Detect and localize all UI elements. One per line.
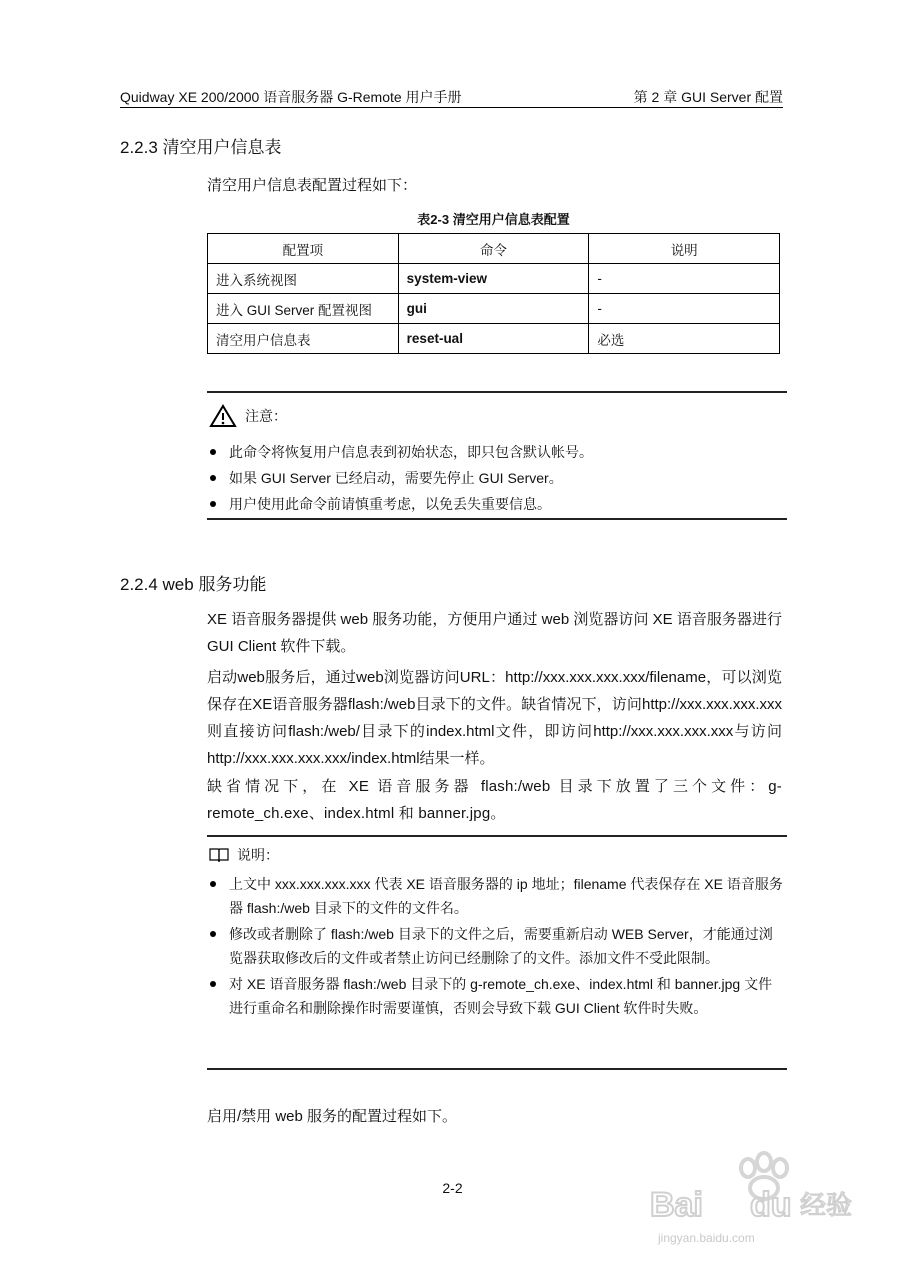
table-row [208, 324, 780, 354]
warning-triangle-icon [209, 404, 237, 428]
caution-top-rule [207, 391, 787, 393]
table-header-cell: 配置项 [208, 234, 399, 264]
table-cell-command: gui [398, 294, 589, 324]
list-item: 修改或者删除了 flash:/web 目录下的文件之后，需要重新启动 WEB Server，才能通过浏览器获取修改后的文件或者禁止访问已经删除了的文件。添加文件不受此限制。 [207, 922, 784, 970]
svg-text:du: du [750, 1186, 792, 1224]
caution-title: 注意： [245, 408, 287, 424]
header-divider [120, 107, 783, 108]
svg-text:Bai: Bai [650, 1186, 703, 1224]
table-caption: 表2-3 清空用户信息表配置 [417, 212, 570, 227]
table-row [208, 264, 780, 294]
list-item: 如果 GUI Server 已经启动，需要先停止 GUI Server。 [207, 465, 787, 491]
section-title-clear-user-table: 2.2.3 清空用户信息表 [120, 138, 282, 157]
caution-bottom-rule [207, 518, 787, 520]
table-cell-note: 必选 [589, 324, 780, 354]
book-icon [209, 847, 229, 863]
list-item: 对 XE 语音服务器 flash:/web 目录下的 g-remote_ch.exe、index.html 和 banner.jpg 文件进行重命名和删除操作时需要谨慎，否则会导致下载 GUI Client 软件时失败。 [207, 972, 784, 1020]
baidu-watermark [640, 1148, 870, 1258]
list-item: 上文中 xxx.xxx.xxx.xxx 代表 XE 语音服务器的 ip 地址；filename 代表保存在 XE 语音服务器 flash:/web 目录下的文件的文件名。 [207, 872, 784, 920]
running-header-title: Quidway XE 200/2000 语音服务器 G-Remote 用户手册 [120, 89, 462, 105]
desc-list [207, 872, 784, 1022]
paragraph: XE 语音服务器提供 web 服务功能，方便用户通过 web 浏览器访问 XE 语音服务器进行 GUI Client 软件下载。 [207, 611, 782, 655]
section-intro: 清空用户信息表配置过程如下： [207, 177, 418, 194]
caution-list [207, 439, 787, 517]
table-cell-item: 进入 GUI Server 配置视图 [208, 294, 399, 324]
desc-title: 说明： [237, 847, 279, 863]
table-cell-note: - [589, 264, 780, 294]
list-item: 此命令将恢复用户信息表到初始状态，即只包含默认帐号。 [207, 439, 787, 465]
caution-heading [209, 404, 287, 428]
table-cell-item: 清空用户信息表 [208, 324, 399, 354]
page-number: 2-2 [442, 1180, 463, 1196]
table-header-cell: 命令 [398, 234, 589, 264]
desc-top-rule [207, 835, 787, 837]
section-title-web-service: 2.2.4 web 服务功能 [120, 575, 267, 594]
config-table [207, 233, 780, 354]
table-row [208, 294, 780, 324]
closing-paragraph: 启用/禁用 web 服务的配置过程如下。 [207, 1108, 458, 1125]
desc-heading [209, 845, 279, 865]
table-cell-command: system-view [398, 264, 589, 294]
table-cell-item: 进入系统视图 [208, 264, 399, 294]
baidu-paw-logo [640, 1148, 870, 1258]
svg-text:经验: 经验 [800, 1191, 853, 1221]
table-header-cell: 说明 [589, 234, 780, 264]
list-item: 用户使用此命令前请慎重考虑，以免丢失重要信息。 [207, 491, 787, 517]
desc-bottom-rule [207, 1068, 787, 1070]
paragraph: 启动web服务后，通过web浏览器访问URL：http://xxx.xxx.xxx.xxx/filename，可以浏览保存在XE语音服务器flash:/web目录下的文件。缺省情况下，访问http://xxx.xxx.xxx.xxx则直接访问flash:/web/目录下的index.html文件，即访问http://xxx.xxx.xxx.xxx与访问http://xxx.xxx.xxx.xxx/index.html结果一样。 [207, 669, 782, 767]
paragraph: 缺省情况下，在 XE 语音服务器 flash:/web 目录下放置了三个文件：g-remote_ch.exe、index.html 和 banner.jpg。 [207, 778, 782, 822]
watermark-url: jingyan.baidu.com [658, 1231, 755, 1245]
table-cell-note: - [589, 294, 780, 324]
table-header-row [208, 234, 780, 264]
running-header-chapter: 第 2 章 GUI Server 配置 [633, 89, 783, 105]
table-cell-command: reset-ual [398, 324, 589, 354]
